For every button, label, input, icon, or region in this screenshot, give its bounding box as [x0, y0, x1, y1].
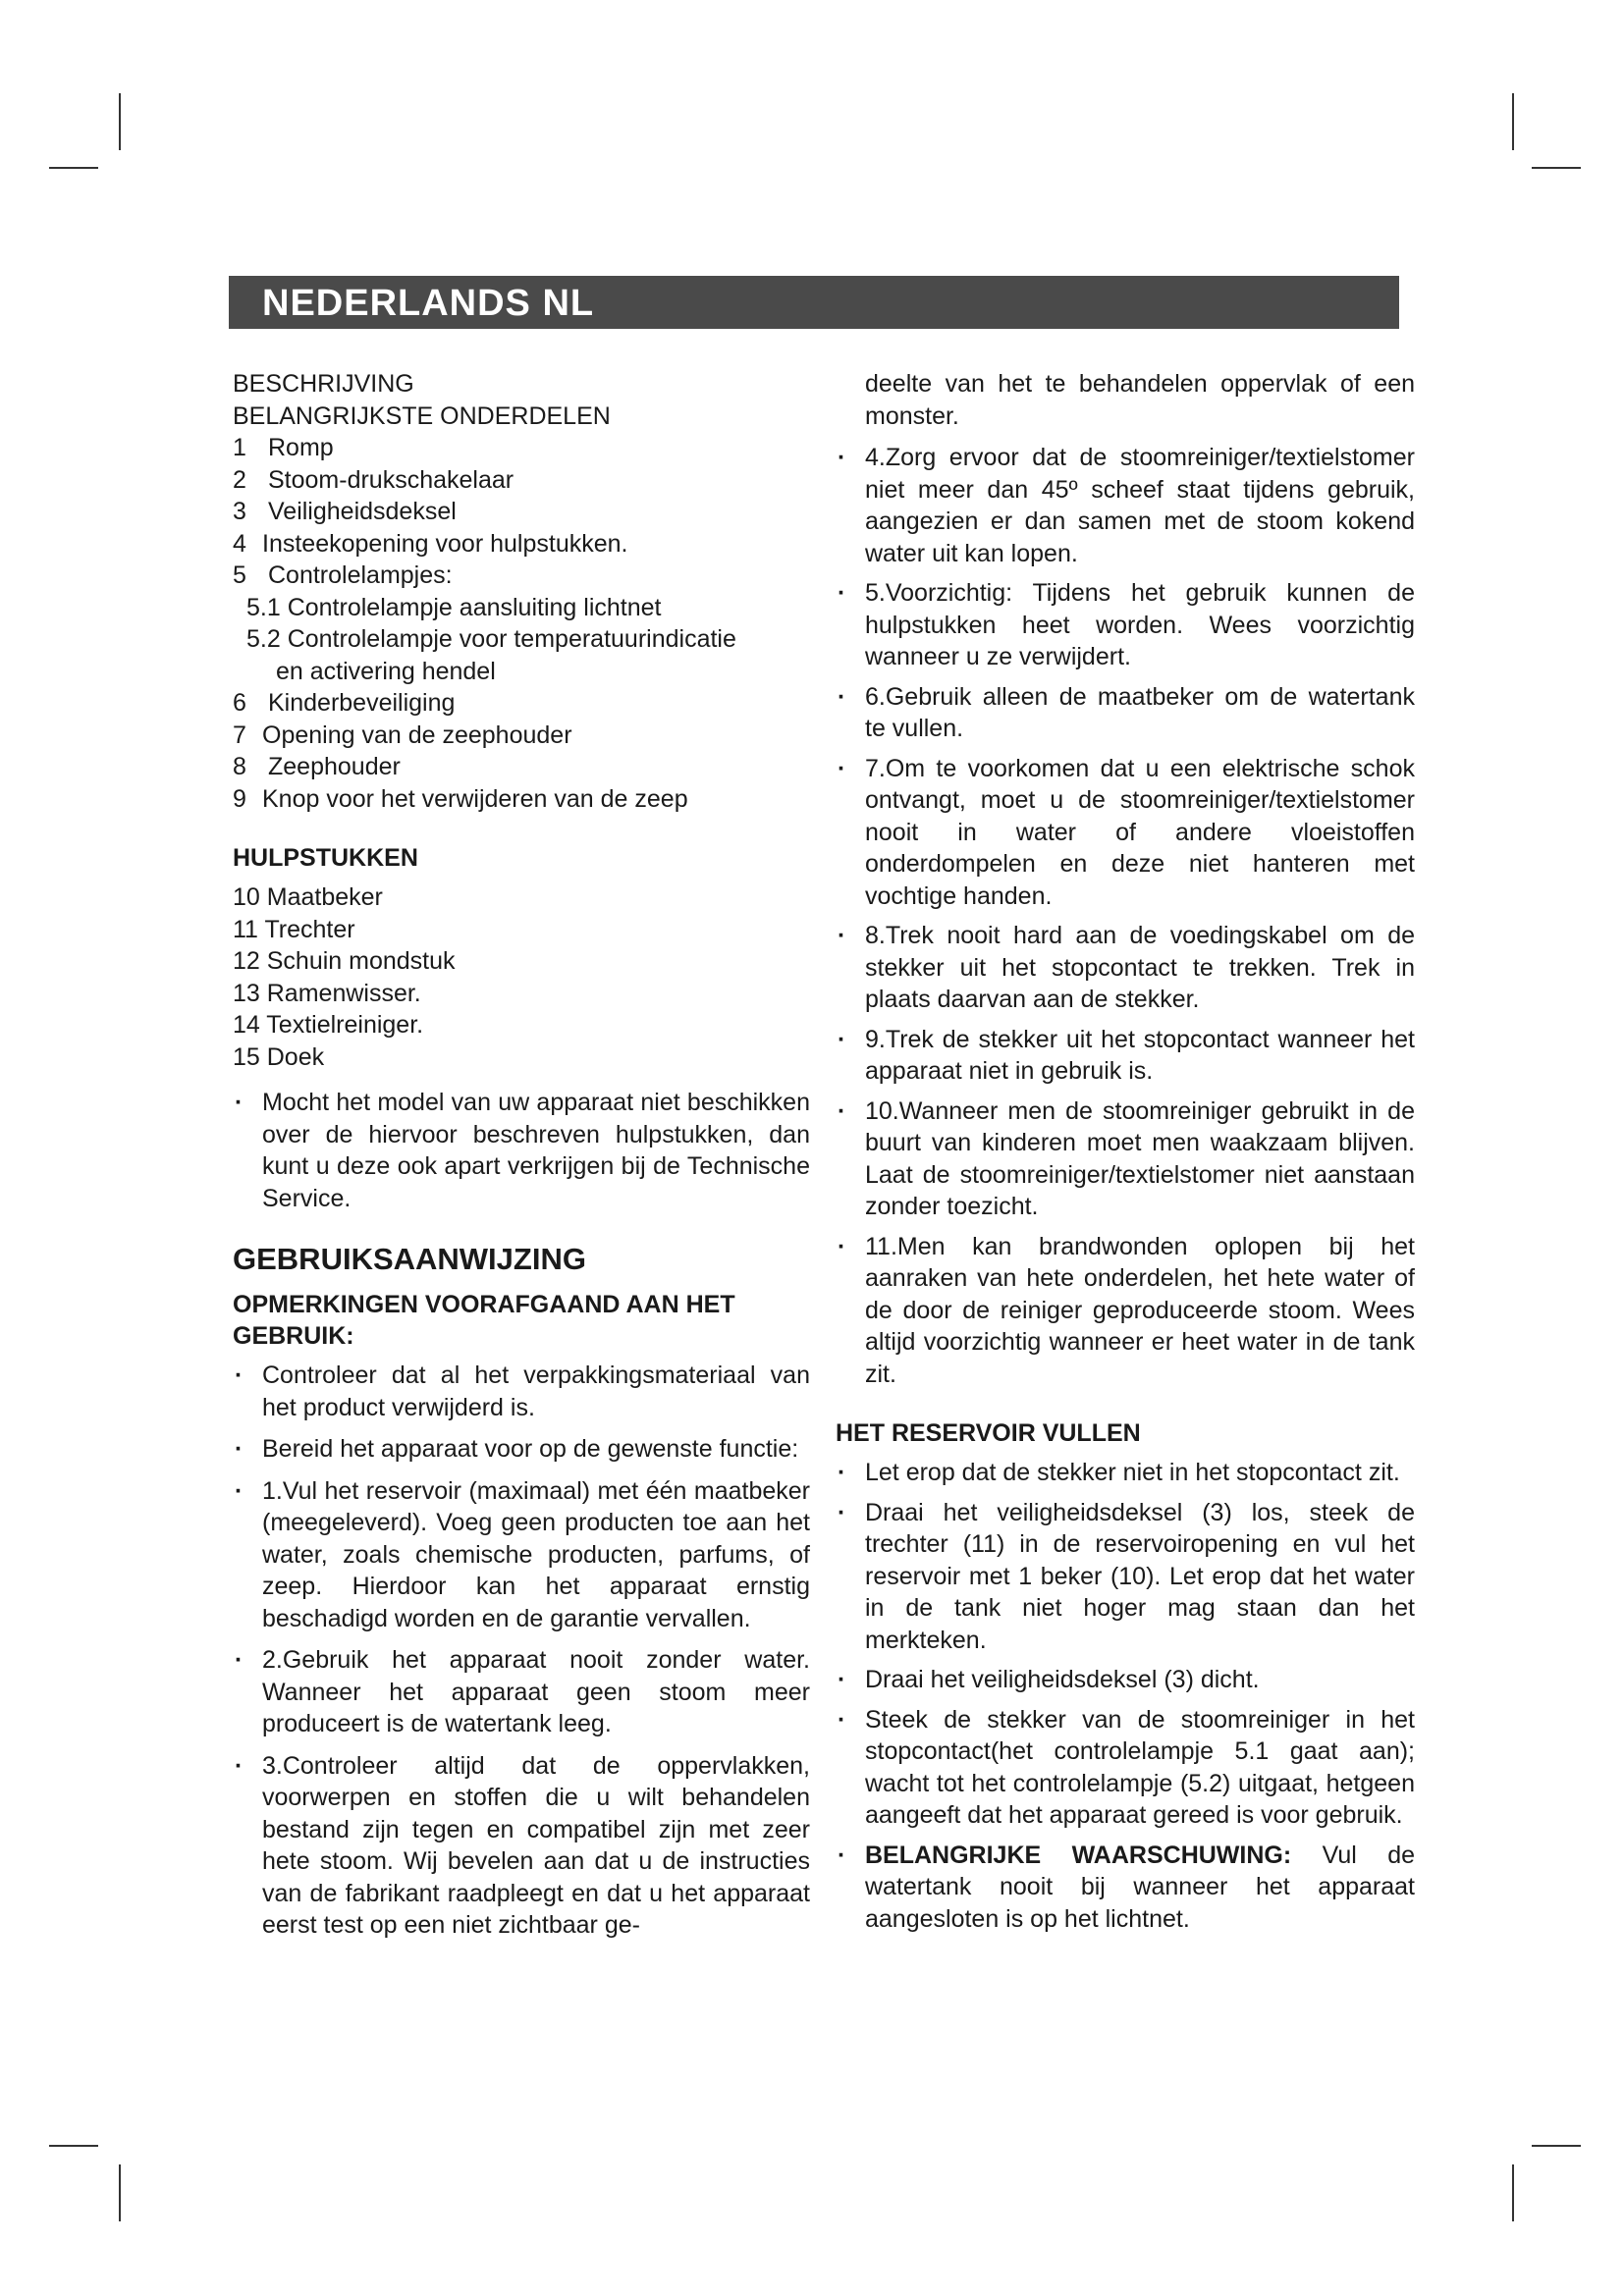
- accessory-item: 13 Ramenwisser.: [233, 979, 421, 1007]
- part-item: 6 Kinderbeveiliging: [233, 689, 456, 717]
- part-item: 4 Insteekopening voor hulpstukken.: [233, 529, 628, 558]
- right-column: [836, 368, 1415, 1943]
- part-item: 3 Veiligheidsdeksel: [233, 498, 457, 525]
- fill-step: · Let erop dat de stekker niet in het stopcontact zit.: [836, 1457, 1415, 1489]
- safety-item: · 5.Voorzichtig: Tijdens het gebruik kunnen de hulpstukken heet worden. Wees voorzichtig wanneer u ze verwijdert.: [836, 577, 1415, 673]
- part-item: 2 Stoom-drukschakelaar: [233, 465, 514, 494]
- crop-mark: [119, 2164, 121, 2221]
- accessories-note: · Mocht het model van uw apparaat niet beschikken over de hiervoor beschreven hulpstukken, dan kunt u deze ook apart verkrijgen bij de Technische Service.: [233, 1087, 810, 1214]
- crop-mark: [49, 2145, 98, 2147]
- accessory-item: 14 Textielreiniger.: [233, 1011, 424, 1039]
- crop-mark: [1532, 2145, 1581, 2147]
- safety-item: · 10.Wanneer men de stoomreiniger gebruikt in de buurt van kinderen moet men waakzaam blijven. Laat de stoomreiniger/textielstomer niet aanstaan zonder toezicht.: [836, 1095, 1415, 1223]
- usage-title: GEBRUIKSAANWIJZING: [233, 1242, 586, 1276]
- fill-step: · Draai het veiligheidsdeksel (3) dicht.: [836, 1664, 1415, 1696]
- continued-text: deelte van het te behandelen oppervlak of een monster.: [865, 370, 1415, 430]
- accessories-title: HULPSTUKKEN: [233, 844, 418, 872]
- warning-text: Vul de watertank nooit bij wanneer het apparaat aangesloten is op het lichtnet.: [865, 1841, 1416, 1933]
- accessory-item: 15 Doek: [233, 1042, 325, 1071]
- left-column: [233, 368, 810, 1951]
- fill-step: · Draai het veiligheidsdeksel (3) los, steek de trechter (11) in de reservoiropening en vul het reservoir met 1 beker (10). Let erop dat het water in de tank niet hoger mag staan dan het merkteken.: [836, 1497, 1415, 1657]
- main-parts-title: BELANGRIJKSTE ONDERDELEN: [233, 401, 611, 430]
- accessory-item: 10 Maatbeker: [233, 883, 383, 911]
- safety-item: · 11.Men kan brandwonden oplopen bij het aanraken van hete onderdelen, het hete water of de door de reiniger geproduceerde stoom. Wees altijd voorzichtig wanneer er heet water in de tank zit.: [836, 1231, 1415, 1391]
- prior-note-item: · 3.Controleer altijd dat de oppervlakken, voorwerpen en stoffen die u wilt behandelen bestand zijn tegen en compatibel zijn met zeer hete stoom. Wij bevelen aan dat u de instructies van de fabrikant raadpleegt en dat u het apparaat eerst test op een niet zichtbaar ge-: [233, 1750, 810, 1942]
- prior-notes-title: OPMERKINGEN VOORAFGAAND AAN HET GEBRUIK:: [233, 1291, 735, 1350]
- safety-item: · 9.Trek de stekker uit het stopcontact wanneer het apparaat niet in gebruik is.: [836, 1024, 1415, 1088]
- fill-step: · Steek de stekker van de stoomreiniger in het stopcontact(het controlelampje 5.1 gaat aan); wacht tot het controlelampje (5.2) uitgaat, hetgeen aangeeft dat het apparaat gereed is voor gebruik.: [836, 1704, 1415, 1832]
- sub-part-item: 5.2 Controlelampje voor temperatuurindicatie: [246, 625, 736, 653]
- part-item: 7 Opening van de zeephouder: [233, 721, 572, 749]
- warning-label: BELANGRIJKE WAARSCHUWING:: [865, 1841, 1292, 1869]
- accessory-item: 11 Trechter: [233, 915, 355, 943]
- crop-mark: [119, 93, 121, 150]
- sub-part-item-cont: en activering hendel: [276, 657, 496, 685]
- warning-item: [836, 1840, 1415, 1936]
- accessory-item: 12 Schuin mondstuk: [233, 947, 456, 975]
- part-item: 8 Zeephouder: [233, 753, 401, 780]
- prior-note-item: · 2.Gebruik het apparaat nooit zonder water. Wanneer het apparaat geen stoom meer produceert is de watertank leeg.: [233, 1644, 810, 1740]
- sub-part-item: 5.1 Controlelampje aansluiting lichtnet: [246, 593, 662, 621]
- safety-item: · 6.Gebruik alleen de maatbeker om de watertank te vullen.: [836, 681, 1415, 745]
- safety-item: · 8.Trek nooit hard aan de voedingskabel om de stekker uit het stopcontact te trekken. Trek in plaats daarvan aan de stekker.: [836, 920, 1415, 1016]
- part-item: 1 Romp: [233, 434, 334, 461]
- language-title: NEDERLANDS NL: [262, 283, 595, 324]
- prior-note-item: · 1.Vul het reservoir (maximaal) met één maatbeker (meegeleverd). Voeg geen producten toe aan het water, zoals chemische producten, parfums, of zeep. Hierdoor kan het apparaat ernstig beschadigd worden en de garantie vervallen.: [233, 1475, 810, 1635]
- description-title: BESCHRIJVING: [233, 370, 414, 398]
- prior-note-item: · Bereid het apparaat voor op de gewenste functie:: [233, 1433, 810, 1466]
- safety-item: · 4.Zorg ervoor dat de stoomreiniger/textielstomer niet meer dan 45º scheef staat tijdens gebruik, aangezien er dan samen met de stoom kokend water uit kan lopen.: [836, 442, 1415, 569]
- prior-note-item: · Controleer dat al het verpakkingsmateriaal van het product verwijderd is.: [233, 1360, 810, 1423]
- part-item: 5 Controlelampjes:: [233, 561, 453, 589]
- part-item: 9 Knop voor het verwijderen van de zeep: [233, 784, 688, 813]
- safety-item: · 7.Om te voorkomen dat u een elektrische schok ontvangt, moet u de stoomreiniger/textielstomer nooit in water of andere vloeistoffen onderdompelen en deze niet hanteren met vochtige handen.: [836, 753, 1415, 913]
- language-header: [229, 276, 1399, 329]
- crop-mark: [1512, 93, 1514, 150]
- crop-mark: [49, 167, 98, 169]
- crop-mark: [1532, 167, 1581, 169]
- crop-mark: [1512, 2164, 1514, 2221]
- fill-reservoir-title: HET RESERVOIR VULLEN: [836, 1419, 1141, 1447]
